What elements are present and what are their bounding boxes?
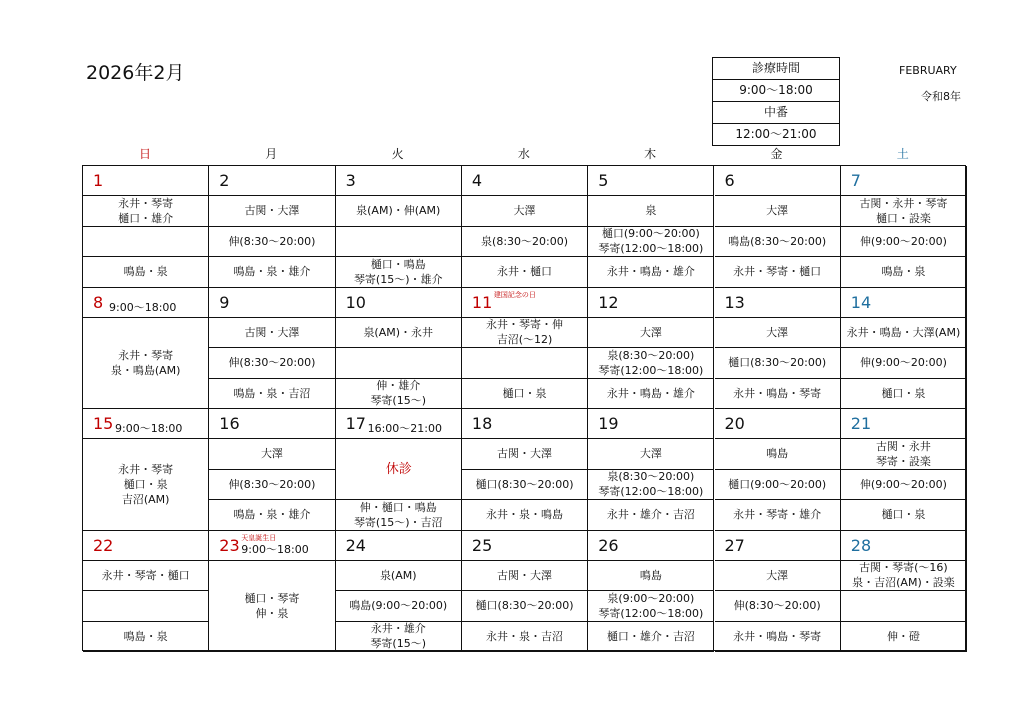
schedule-slot: 泉(AM)・伸(AM) (336, 196, 462, 227)
weekday-label: 月 (265, 147, 278, 161)
schedule-slot: 古関・永井・琴寄 樋口・設楽 (841, 196, 967, 227)
schedule-slot: 樋口(9:00～20:00) (715, 470, 841, 501)
schedule-slot (336, 227, 462, 258)
schedule-slot: 鳴島(9:00～20:00) (336, 591, 462, 622)
day-header-cell (336, 288, 462, 318)
hours-heading: 診療時間 (713, 58, 839, 80)
schedule-slot: 鳴島・泉・雄介 (209, 257, 335, 288)
day-header-cell (336, 531, 462, 561)
day-header-cell (588, 288, 714, 318)
schedule-slot: 大澤 (715, 318, 841, 349)
schedule-slot: 伸(9:00～20:00) (841, 470, 967, 501)
schedule-slot: 伸(8:30～20:00) (209, 227, 335, 258)
day-header-cell (209, 288, 335, 318)
merged-schedule-cell: 永井・琴寄 樋口・泉 吉沼(AM) (83, 439, 209, 531)
day-number: 26 (598, 535, 619, 555)
schedule-slot: 大澤 (209, 439, 335, 470)
day-number: 27 (724, 535, 745, 555)
schedule-slot: 樋口・鳴島 琴寄(15～)・雄介 (336, 257, 462, 288)
day-hours-note: 9:00～18:00 (241, 542, 309, 556)
schedule-slot: 永井・泉・鳴島 (462, 500, 588, 531)
schedule-slot: 伸(9:00～20:00) (841, 348, 967, 379)
day-number: 16 (219, 414, 240, 433)
day-number: 24 (345, 535, 366, 555)
day-header-cell (209, 166, 335, 196)
day-header-cell (588, 166, 714, 196)
day-header-cell (462, 166, 588, 196)
schedule-slot: 鳴島 (715, 439, 841, 470)
schedule-slot: 泉(8:30～20:00) (462, 227, 588, 258)
day-number: 22 (93, 535, 114, 555)
day-header-cell (83, 166, 209, 196)
schedule-slot: 樋口(8:30～20:00) (715, 348, 841, 379)
day-header-cell (336, 166, 462, 196)
schedule-slot: 古関・永井 琴寄・設楽 (841, 439, 967, 470)
day-hours-note: 9:00～18:00 (109, 300, 177, 314)
schedule-slot: 樋口・雄介・吉沼 (588, 622, 714, 653)
schedule-slot: 永井・鳴島・雄介 (588, 379, 714, 410)
schedule-slot: 泉(AM)・永井 (336, 318, 462, 349)
day-number: 3 (345, 171, 356, 190)
schedule-slot (83, 227, 209, 258)
weekday-label: 木 (644, 147, 657, 161)
schedule-slot: 古関・大澤 (462, 561, 588, 592)
day-header-cell (841, 531, 967, 561)
schedule-slot: 永井・鳴島・琴寄 (715, 622, 841, 653)
schedule-slot: 伸・磴 (841, 622, 967, 653)
day-number: 18 (471, 414, 493, 433)
schedule-slot: 樋口(8:30～20:00) (462, 591, 588, 622)
page-title: 2026年2月 (86, 62, 185, 84)
schedule-slot: 大澤 (462, 196, 588, 227)
day-header-cell (462, 531, 588, 561)
weekday-label: 火 (391, 147, 404, 161)
day-hours-note: 16:00～21:00 (367, 422, 442, 435)
schedule-slot: 鳴島・泉・雄介 (209, 500, 335, 531)
merged-schedule-cell: 永井・琴寄 泉・鳴島(AM) (83, 318, 209, 410)
schedule-slot: 泉 (588, 196, 714, 227)
schedule-slot: 永井・鳴島・琴寄 (715, 379, 841, 410)
hours-mid-label: 中番 (713, 102, 839, 124)
weekday-label: 水 (517, 147, 530, 161)
schedule-slot: 永井・琴寄・樋口 (83, 561, 209, 592)
day-number: 25 (471, 535, 493, 555)
day-header-cell (462, 288, 588, 318)
day-header-cell (462, 409, 588, 439)
day-header-cell (715, 166, 841, 196)
schedule-slot: 樋口・泉 (841, 500, 967, 531)
day-header-cell (841, 288, 967, 318)
schedule-slot: 伸・樋口・鳴島 琴寄(15～)・吉沼 (336, 500, 462, 531)
schedule-slot: 古関・琴寄(～16) 泉・吉沼(AM)・設楽 (841, 561, 967, 592)
merged-schedule-cell: 樋口・琴寄 伸・泉 (209, 561, 335, 653)
hours-box (712, 57, 840, 146)
day-header-cell (841, 166, 967, 196)
schedule-slot: 永井・琴寄 樋口・雄介 (83, 196, 209, 227)
schedule-slot: 樋口・泉 (841, 379, 967, 410)
weekday-label: 日 (138, 147, 151, 161)
day-number: 13 (724, 292, 745, 312)
schedule-slot (462, 348, 588, 379)
schedule-slot: 大澤 (588, 439, 714, 470)
schedule-slot: 鳴島・泉 (841, 257, 967, 288)
schedule-slot: 泉(8:30～20:00) 琴寄(12:00～18:00) (588, 470, 714, 501)
schedule-slot: 鳴島・泉 (83, 257, 209, 288)
day-header-cell (336, 409, 462, 439)
day-number: 14 (850, 292, 872, 312)
day-number: 21 (850, 414, 872, 433)
weekday-label: 金 (770, 147, 783, 161)
day-number: 9 (219, 292, 230, 312)
schedule-slot: 古関・大澤 (209, 318, 335, 349)
schedule-slot: 樋口(9:00～20:00) 琴寄(12:00～18:00) (588, 227, 714, 258)
day-number: 8 (93, 292, 104, 312)
schedule-slot: 伸(8:30～20:00) (209, 348, 335, 379)
schedule-slot: 樋口・泉 (462, 379, 588, 410)
day-number: 20 (724, 414, 745, 433)
day-header-cell (83, 531, 209, 561)
day-number: 12 (598, 292, 619, 312)
day-number: 17 (345, 414, 366, 433)
schedule-slot: 伸・雄介 琴寄(15～) (336, 379, 462, 410)
schedule-slot (336, 348, 462, 379)
day-number: 6 (724, 171, 735, 190)
day-number: 1 (93, 171, 104, 190)
day-header-cell (209, 409, 335, 439)
day-header-cell (715, 288, 841, 318)
day-header-cell (588, 409, 714, 439)
day-number: 10 (345, 292, 366, 312)
schedule-slot (841, 591, 967, 622)
schedule-slot: 永井・琴寄・雄介 (715, 500, 841, 531)
hours-regular: 9:00～18:00 (713, 80, 839, 102)
day-header-cell (83, 409, 209, 439)
day-header-cell (83, 288, 209, 318)
schedule-slot: 永井・雄介 琴寄(15～) (336, 622, 462, 653)
schedule-slot: 古関・大澤 (462, 439, 588, 470)
holiday-label: 天皇誕生日 (241, 533, 277, 542)
schedule-slot: 永井・雄介・吉沼 (588, 500, 714, 531)
schedule-slot: 泉(8:30～20:00) 琴寄(12:00～18:00) (588, 348, 714, 379)
day-number: 2 (219, 171, 230, 190)
schedule-slot: 永井・琴寄・伸 吉沼(～12) (462, 318, 588, 349)
schedule-slot: 泉(9:00～20:00) 琴寄(12:00～18:00) (588, 591, 714, 622)
schedule-slot: 大澤 (715, 561, 841, 592)
day-header-cell (588, 531, 714, 561)
schedule-slot: 永井・鳴島・大澤(AM) (841, 318, 967, 349)
calendar-grid (82, 165, 966, 651)
day-number: 15 (93, 414, 114, 433)
day-number: 5 (598, 171, 609, 190)
schedule-slot: 大澤 (588, 318, 714, 349)
schedule-slot: 永井・樋口 (462, 257, 588, 288)
day-number: 7 (850, 171, 861, 190)
day-number: 28 (850, 535, 872, 555)
day-number: 11 (471, 292, 493, 312)
day-number: 23 (219, 535, 240, 555)
schedule-slot: 永井・琴寄・樋口 (715, 257, 841, 288)
schedule-slot: 伸(8:30～20:00) (715, 591, 841, 622)
schedule-slot: 泉(AM) (336, 561, 462, 592)
schedule-slot: 伸(8:30～20:00) (209, 470, 335, 501)
schedule-slot (83, 591, 209, 622)
day-header-cell (209, 531, 335, 561)
schedule-slot: 伸(9:00～20:00) (841, 227, 967, 258)
day-header-cell (841, 409, 967, 439)
month-english: FEBRUARY (899, 64, 957, 77)
closed-label: 休診 (385, 462, 412, 477)
schedule-slot: 樋口(8:30～20:00) (462, 470, 588, 501)
schedule-slot: 永井・鳴島・雄介 (588, 257, 714, 288)
day-number: 4 (471, 171, 483, 190)
holiday-label: 建国記念の日 (493, 290, 536, 299)
schedule-slot: 永井・泉・吉沼 (462, 622, 588, 653)
schedule-slot: 古関・大澤 (209, 196, 335, 227)
day-hours-note: 9:00～18:00 (115, 422, 183, 435)
hours-mid: 12:00～21:00 (735, 127, 817, 141)
day-number: 19 (598, 414, 619, 433)
day-header-cell (715, 531, 841, 561)
era-year: 令和8年 (921, 90, 961, 103)
schedule-slot: 鳴島 (588, 561, 714, 592)
schedule-slot: 鳴島(8:30～20:00) (715, 227, 841, 258)
schedule-slot: 鳴島・泉 (83, 622, 209, 653)
weekday-label: 土 (896, 147, 909, 161)
day-header-cell (715, 409, 841, 439)
schedule-slot: 大澤 (715, 196, 841, 227)
schedule-slot: 鳴島・泉・吉沼 (209, 379, 335, 410)
